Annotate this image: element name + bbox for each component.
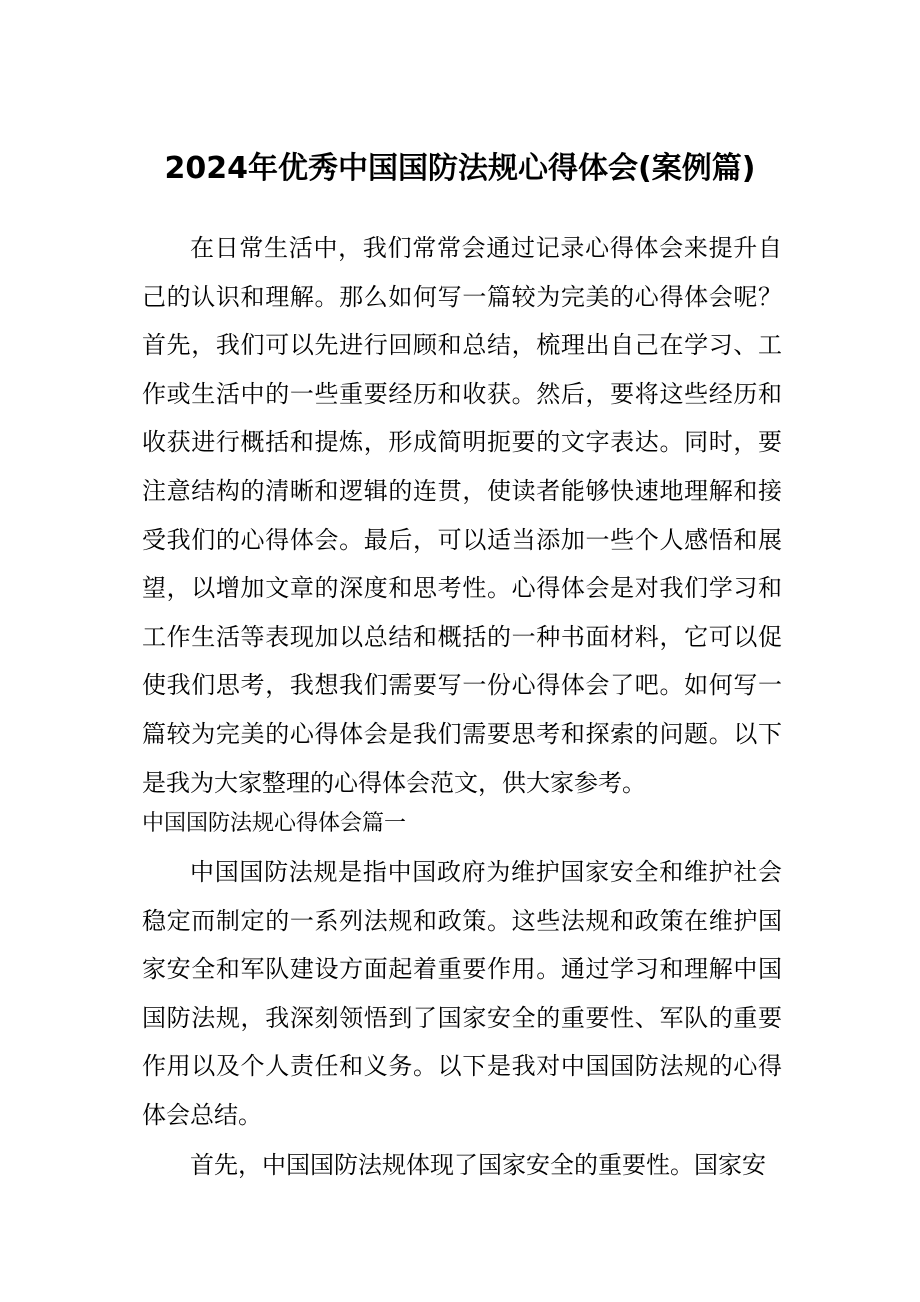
section-paragraph-1: 中国国防法规是指中国政府为维护国家安全和维护社会稳定而制定的一系列法规和政策。这些法规和政策在维护国家安全和军队建设方面起着重要作用。通过学习和理解中国国防法规，我深刻领悟到了国家安全的重要性、军队的重要作用以及个人责任和义务。以下是我对中国国防法规的心得体会总结。 (142, 858, 782, 1129)
intro-paragraph: 在日常生活中，我们常常会通过记录心得体会来提升自己的认识和理解。那么如何写一篇较为完美的心得体会呢？首先，我们可以先进行回顾和总结，梳理出自己在学习、工作或生活中的一些重要经历和收获。然后，要将这些经历和收获进行概括和提炼，形成简明扼要的文字表达。同时，要注意结构的清晰和逻辑的连贯，使读者能够快速地理解和接受我们的心得体会。最后，可以适当添加一些个人感悟和展望，以增加文章的深度和思考性。心得体会是对我们学习和工作生活等表现加以总结和概括的一种书面材料，它可以促使我们思考，我想我们需要写一份心得体会了吧。如何写一篇较为完美的心得体会是我们需要思考和探索的问题。以下是我为大家整理的心得体会范文，供大家参考。 (142, 234, 782, 797)
section-heading: 中国国防法规心得体会篇一 (142, 811, 407, 836)
document-title: 2024年优秀中国国防法规心得体会(案例篇) (164, 151, 756, 186)
section-paragraph-2: 首先，中国国防法规体现了国家安全的重要性。国家安 (190, 1151, 766, 1179)
